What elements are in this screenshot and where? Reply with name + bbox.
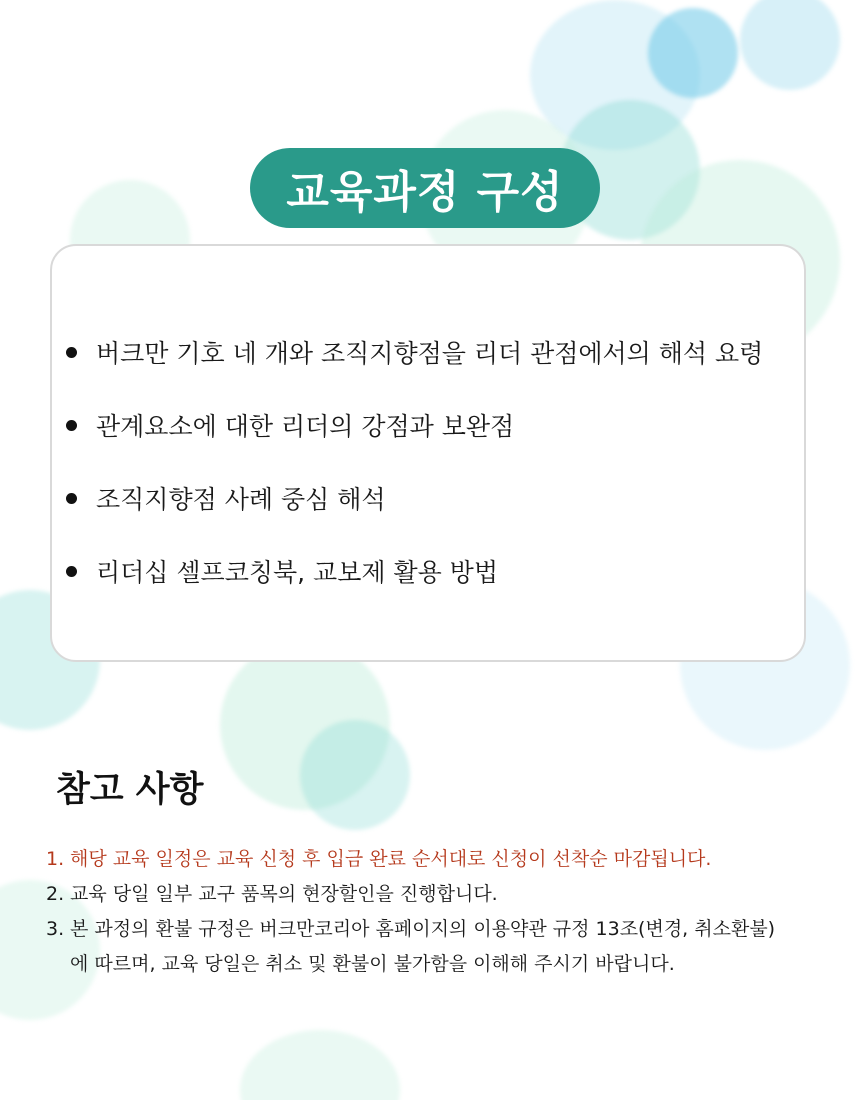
list-item (66, 407, 763, 443)
note-number: 1. (46, 848, 65, 870)
list-item (66, 480, 763, 516)
bubble (648, 8, 738, 98)
note-number: 2. (46, 883, 65, 905)
bullet-icon (66, 566, 77, 577)
note-item (46, 842, 836, 877)
note-text: 교육 당일 일부 교구 품목의 현장할인을 진행합니다. (70, 883, 498, 905)
section-title-badge (250, 148, 600, 228)
list-item-text: 리더십 셀프코칭북, 교보제 활용 방법 (96, 558, 498, 587)
bubble (300, 720, 410, 830)
note-text: 해당 교육 일정은 교육 신청 후 입금 완료 순서대로 신청이 선착순 마감됩니다. (70, 848, 712, 870)
bubble (740, 0, 840, 90)
notes-title: 참고 사항 (56, 770, 204, 810)
bullet-icon (66, 420, 77, 431)
note-item (46, 877, 836, 912)
bubble (240, 1030, 400, 1100)
bullet-icon (66, 493, 77, 504)
section-title: 교육과정 구성 (286, 167, 564, 218)
notes-list (46, 842, 836, 982)
bullet-icon (66, 347, 77, 358)
note-text-continuation: 에 따르며, 교육 당일은 취소 및 환불이 불가함을 이해해 주시기 바랍니다. (70, 953, 675, 975)
list-item-text: 조직지향점 사례 중심 해석 (96, 485, 386, 514)
note-number: 3. (46, 918, 65, 940)
note-item (46, 912, 836, 947)
list-item (66, 334, 763, 370)
curriculum-list (66, 334, 763, 626)
curriculum-card (50, 244, 806, 662)
note-text: 본 과정의 환불 규정은 버크만코리아 홈페이지의 이용약관 규정 13조(변경, 취소환불) (70, 918, 776, 940)
list-item-text: 버크만 기호 네 개와 조직지향점을 리더 관점에서의 해석 요령 (96, 339, 764, 368)
list-item-text: 관계요소에 대한 리더의 강점과 보완점 (96, 412, 515, 441)
list-item (66, 553, 763, 589)
